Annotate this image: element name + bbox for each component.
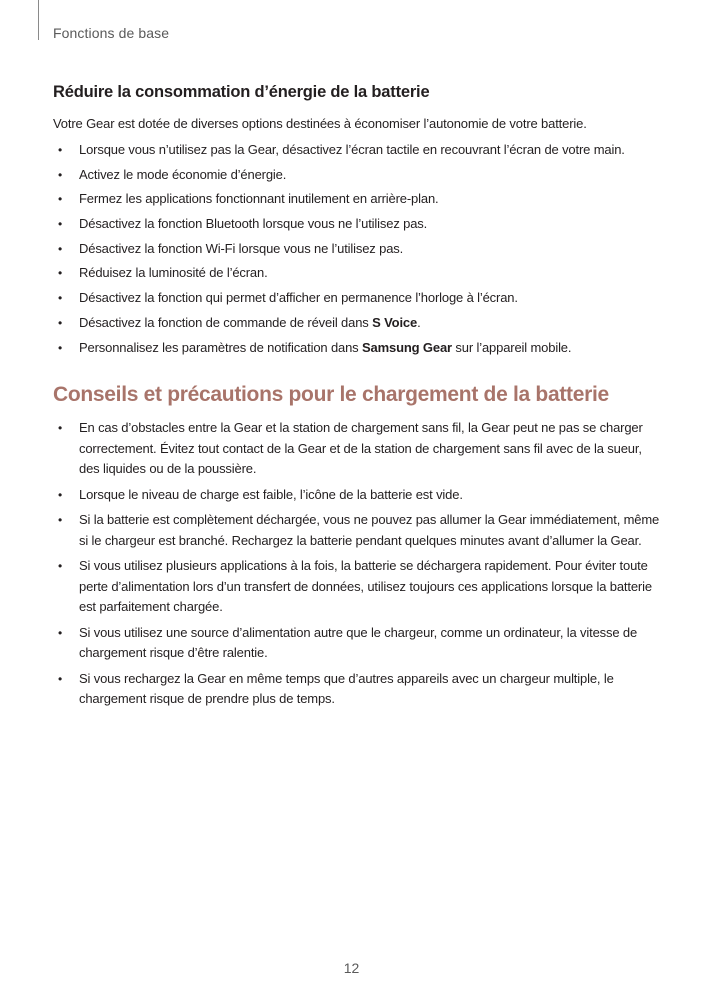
list-item: • Désactivez la fonction Bluetooth lorsque vous ne l’utilisez pas.	[53, 214, 663, 235]
list-item: • Si vous utilisez plusieurs applications à la fois, la batterie se déchargera rapidement. Pour éviter toute perte d’alimentation lors d’un transfert de données, utilisez toujours ces applications lorsque la batterie est parfaitement chargée.	[58, 558, 652, 614]
bullet-icon: •	[58, 625, 63, 640]
section-title-charging-tips: Conseils et précautions pour le chargement de la batterie	[53, 383, 609, 406]
bullet-icon: •	[58, 671, 63, 686]
list-item: • Désactivez la fonction qui permet d’afficher en permanence l’horloge à l’écran.	[53, 288, 663, 309]
header-margin-line	[38, 0, 39, 40]
bullet-icon: •	[58, 487, 63, 502]
bullet-icon: •	[58, 217, 63, 232]
bullet-icon: •	[58, 315, 63, 330]
list-item: • En cas d’obstacles entre la Gear et la station de chargement sans fil, la Gear peut ne pas se charger correctement. Évitez tout contact de la Gear et de la station de chargement sans fil avec de la sueur, des liquides ou de la poussière.	[58, 420, 643, 476]
list-item: • Fermez les applications fonctionnant inutilement en arrière-plan.	[53, 189, 663, 210]
list-item: • Si la batterie est complètement déchargée, vous ne pouvez pas allumer la Gear immédiatement, même si le chargeur est branché. Rechargez la batterie pendant quelques minutes avant d’allumer la Gear.	[58, 512, 660, 548]
list-item: • Personnalisez les paramètres de notification dans Samsung Gear sur l’appareil mobile.	[53, 338, 663, 359]
list-item: • Lorsque vous n’utilisez pas la Gear, désactivez l’écran tactile en recouvrant l’écran de votre main.	[53, 140, 663, 161]
bullet-icon: •	[58, 167, 63, 182]
bullet-icon: •	[58, 291, 63, 306]
bullet-icon: •	[58, 266, 63, 281]
running-header: Fonctions de base	[53, 25, 170, 41]
page-number: 12	[343, 960, 360, 976]
list-item: • Lorsque le niveau de charge est faible, l’icône de la batterie est vide.	[53, 485, 663, 506]
list-item: • Désactivez la fonction Wi-Fi lorsque vous ne l’utilisez pas.	[53, 239, 663, 260]
list-item: • Activez le mode économie d’énergie.	[53, 165, 663, 186]
battery-saving-list	[53, 140, 663, 362]
list-item: • Si vous rechargez la Gear en même temps que d’autres appareils avec un chargeur multiple, le chargement risque de prendre plus de temps.	[58, 670, 614, 706]
list-item: • Si vous utilisez une source d’alimentation autre que le chargeur, comme un ordinateur, la vitesse de chargement risque d’être ralentie.	[58, 624, 638, 660]
bullet-icon: •	[58, 143, 63, 157]
charging-tips-list	[53, 418, 663, 715]
bullet-icon: •	[58, 513, 63, 527]
list-item: • Désactivez la fonction de commande de réveil dans S Voice.	[53, 313, 663, 334]
bullet-icon: •	[58, 559, 63, 573]
list-item: • Réduisez la luminosité de l’écran.	[53, 263, 663, 284]
bullet-icon: •	[58, 340, 63, 355]
section-title-battery-saving: Réduire la consommation d’énergie de la batterie	[53, 83, 430, 101]
app-name-samsung-gear: Samsung Gear	[362, 339, 452, 355]
bullet-icon: •	[58, 241, 63, 256]
bullet-icon: •	[58, 421, 63, 435]
bullet-icon: •	[58, 192, 63, 207]
section-intro: Votre Gear est dotée de diverses options destinées à économiser l’autonomie de votre batterie.	[53, 116, 587, 131]
app-name-s-voice: S Voice	[372, 314, 418, 330]
